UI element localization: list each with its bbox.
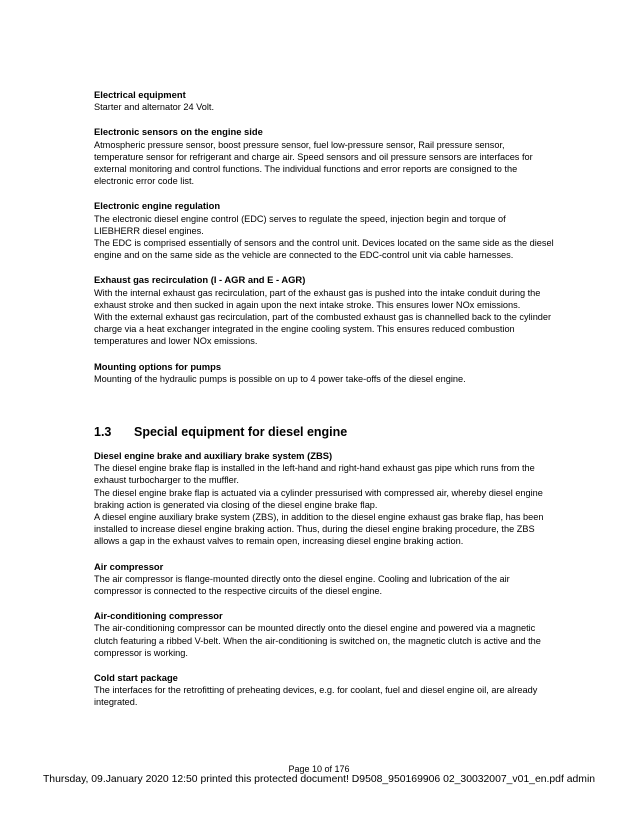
chapter-heading (94, 425, 347, 439)
section-heading: Diesel engine brake and auxiliary brake system (ZBS) (94, 450, 333, 461)
section-paragraph: The air compressor is flange-mounted directly onto the diesel engine. Cooling and lubrication of the air compressor is connected to the respective circuits of the diesel engine. (94, 573, 510, 597)
section-heading: Electrical equipment (94, 89, 186, 100)
page-number: Page 10 of 176 (288, 764, 350, 774)
section-heading: Electronic engine regulation (94, 200, 221, 212)
top-content (94, 89, 554, 398)
section-cold-start (94, 672, 554, 709)
section-mounting-pumps (94, 361, 554, 385)
section-paragraph: With the external exhaust gas recirculation, part of the combusted exhaust gas is channelled back to the cylinder charge via a heat exchanger integrated in the engine cooling system. This ensures reduced combustion temperatures and lower NOx emissions. (94, 312, 552, 347)
section-exhaust-recirculation (94, 274, 554, 347)
section-heading: Air-conditioning compressor (94, 610, 223, 622)
section-air-compressor (94, 561, 554, 598)
section-paragraph: The electronic diesel engine control (EDC) serves to regulate the speed, injection begin and torque of LIEBHERR diesel engines. (94, 213, 506, 236)
section-ac-compressor (94, 610, 554, 659)
section-engine-brake (94, 450, 554, 548)
section-paragraph: The EDC is comprised essentially of sensors and the control unit. Devices located on the same side as the diesel engine and on the same side as the vehicle are connected to the EDC-control unit via cable harnesses. (94, 238, 554, 261)
section-heading: Cold start package (94, 672, 178, 684)
section-electronic-sensors (94, 126, 554, 187)
section-paragraph: The air-conditioning compressor can be mounted directly onto the diesel engine and powered via a magnetic clutch featuring a ribbed V-belt. When the air-conditioning is switched on, the magnetic clutch is active and the compressor is working. (94, 623, 541, 658)
section-heading: Electronic sensors on the engine side (94, 126, 263, 138)
chapter-title: Special equipment for diesel engine (134, 425, 348, 439)
section-paragraph: Atmospheric pressure sensor, boost pressure sensor, fuel low-pressure sensor, Rail pressure sensor, temperature sensor for refrigerant and charge air. Speed sensors and oil pressure sensors are interfaces for external monitoring and control functions. The individual functions and error reports are consigned to the electronic error code list. (94, 139, 533, 187)
section-engine-regulation (94, 200, 554, 261)
section-heading: Exhaust gas recirculation (I - AGR and E - AGR) (94, 274, 306, 286)
chapter-number: 1.3 (94, 425, 112, 439)
section-heading: Mounting options for pumps (94, 360, 222, 372)
section-paragraph: The interfaces for the retrofitting of preheating devices, e.g. for coolant, fuel and diesel engine oil, are already integrated. (94, 685, 538, 708)
section-paragraph: Starter and alternator 24 Volt. (94, 102, 215, 113)
section-electrical-equipment (94, 89, 554, 113)
section-paragraph: Mounting of the hydraulic pumps is possible on up to 4 power take-offs of the diesel engine. (94, 373, 466, 384)
print-notice: Thursday, 09.January 2020 12:50 printed this protected document! D9508_950169906 02_30032007_v01_en.pdf admin (42, 774, 596, 785)
section-paragraph: With the internal exhaust gas recirculation, part of the exhaust gas is pushed into the intake conduit during the exhaust stroke and then sucked in again upon the next intake stroke. This ensures lower NOx emissions. (94, 287, 541, 310)
section-paragraph: A diesel engine auxiliary brake system (ZBS), in addition to the diesel engine exhaust gas brake flap, has been installed to increase diesel engine braking action. Thus, during the diesel engine braking procedure, the ZBS allows a gap in the exhaust valves to remain open, increasing diesel engine braking action. (94, 512, 544, 547)
section-paragraph: The diesel engine brake flap is installed in the left-hand and right-hand exhaust gas pipe which runs from the exhaust turbocharger to the muffler. (94, 463, 535, 486)
section-heading: Air compressor (94, 560, 164, 572)
section-paragraph: The diesel engine brake flap is actuated via a cylinder pressurised with compressed air, whereby diesel engine braking action is generated via closing of the diesel engine brake flap. (94, 487, 543, 510)
bottom-content (94, 450, 554, 722)
